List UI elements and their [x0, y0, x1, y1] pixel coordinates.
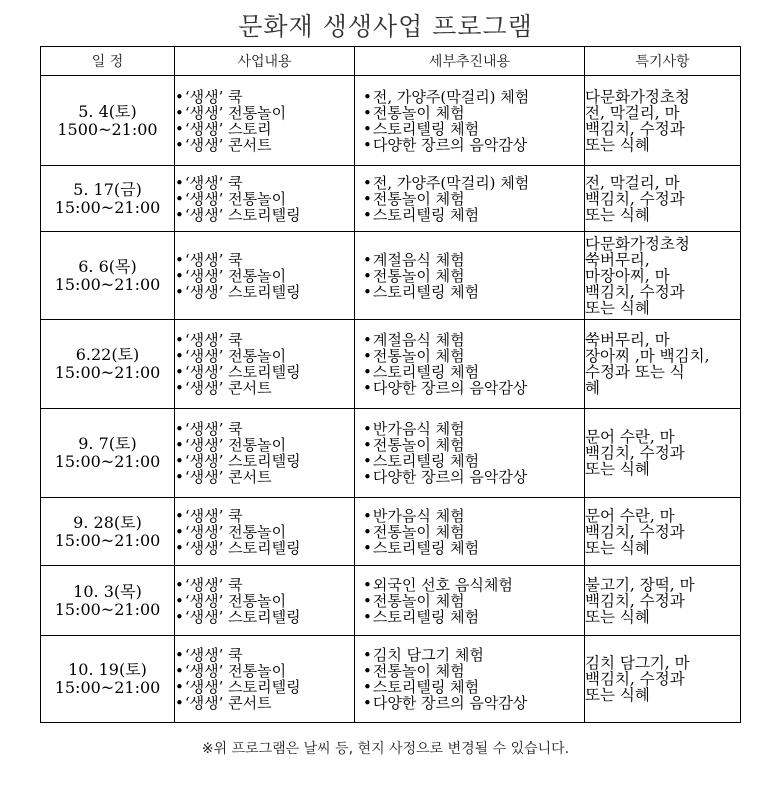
list-item: • 전통놀이 체험 — [363, 437, 584, 453]
list-item: • ‘생생’ 쿡 — [175, 647, 354, 663]
program-list — [175, 647, 354, 711]
schedule-date: 6.22(토) — [75, 345, 140, 364]
notes-line: 또는 식혜 — [585, 686, 650, 704]
list-item: • 다양한 장르의 음악감상 — [363, 695, 584, 711]
schedule-time: 15:00~21:00 — [54, 197, 161, 217]
schedule-cell — [41, 166, 175, 232]
list-item: • ‘생생’ 쿡 — [175, 421, 354, 437]
notes-line: 김치 담그기, 마 — [585, 654, 690, 672]
detail-list — [363, 89, 584, 153]
program-list — [175, 252, 354, 300]
list-item: • 김치 담그기 체험 — [363, 647, 584, 663]
list-item: • ‘생생’ 전통놀이 — [175, 268, 354, 284]
list-item: • ‘생생’ 쿡 — [175, 332, 354, 348]
detail-list — [363, 508, 584, 556]
list-item: • ‘생생’ 전통놀이 — [175, 348, 354, 364]
program-cell — [175, 232, 355, 320]
list-item: • ‘생생’ 쿡 — [175, 508, 354, 524]
schedule-time: 15:00~21:00 — [54, 274, 161, 294]
detail-list — [363, 421, 584, 485]
list-item: • 스토리텔링 체험 — [363, 540, 584, 556]
notes-line: 혜 — [585, 379, 600, 397]
schedule-cell — [41, 409, 175, 498]
header-notes: 특기사항 — [585, 47, 741, 76]
notes-line: 문어 수란, 마 — [585, 428, 675, 446]
notes-text — [585, 577, 740, 625]
list-item: • ‘생생’ 전통놀이 — [175, 663, 354, 679]
list-item: • ‘생생’ 콘서트 — [175, 695, 354, 711]
notes-line: 수정과 또는 식 — [585, 363, 685, 381]
program-list — [175, 332, 354, 396]
notes-cell — [585, 76, 741, 166]
list-item: • ‘생생’ 쿡 — [175, 252, 354, 268]
list-item: • ‘생생’ 전통놀이 — [175, 437, 354, 453]
notes-text — [585, 89, 740, 153]
list-item: • 스토리텔링 체험 — [363, 453, 584, 469]
notes-line: 불고기, 장떡, 마 — [585, 575, 695, 594]
list-item: • 전, 가양주(막걸리) 체험 — [363, 175, 584, 191]
program-list — [175, 421, 354, 485]
notes-line: 또는 식혜 — [585, 205, 650, 224]
table-row — [41, 166, 741, 232]
program-list — [175, 175, 354, 223]
program-list — [175, 577, 354, 625]
notes-cell — [585, 498, 741, 566]
list-item: • 다양한 장르의 음악감상 — [363, 469, 584, 485]
notes-line: 또는 식혜 — [585, 607, 650, 626]
table-row — [41, 76, 741, 166]
notes-text — [585, 429, 740, 477]
list-item: • 전통놀이 체험 — [363, 348, 584, 364]
schedule-date: 6. 6(목) — [78, 256, 137, 276]
notes-line: 또는 식혜 — [585, 538, 650, 557]
notes-line: 백김치, 수정과 — [585, 119, 685, 138]
list-item: • 전통놀이 체험 — [363, 593, 584, 609]
notes-cell — [585, 232, 741, 320]
notes-text — [585, 332, 740, 396]
notes-line: 백김치, 수정과 — [585, 189, 685, 208]
list-item: • ‘생생’ 쿡 — [175, 89, 354, 105]
list-item: • ‘생생’ 스토리텔링 — [175, 609, 354, 625]
notes-text — [585, 175, 740, 223]
list-item: • 전통놀이 체험 — [363, 524, 584, 540]
program-list — [175, 89, 354, 153]
list-item: • 스토리텔링 체험 — [363, 207, 584, 223]
notes-line: 마장아찌, 마 — [585, 266, 670, 285]
notes-line: 백김치, 수정과 — [585, 444, 685, 462]
program-cell — [175, 320, 355, 409]
schedule-date: 9. 28(토) — [73, 512, 142, 532]
program-cell — [175, 498, 355, 566]
list-item: • ‘생생’ 전통놀이 — [175, 191, 354, 207]
notes-text — [585, 236, 740, 316]
list-item: • 스토리텔링 체험 — [363, 121, 584, 137]
detail-cell — [355, 166, 585, 232]
schedule-date: 9. 7(토) — [78, 434, 137, 453]
list-item: • ‘생생’ 스토리텔링 — [175, 540, 354, 556]
table-row — [41, 566, 741, 636]
list-item: • 계절음식 체험 — [363, 252, 584, 268]
schedule-cell — [41, 320, 175, 409]
notes-line: 전, 막걸리, 마 — [585, 103, 680, 122]
list-item: • ‘생생’ 전통놀이 — [175, 524, 354, 540]
schedule-date: 10. 19(토) — [68, 660, 147, 679]
notes-line: 백김치, 수정과 — [585, 522, 685, 541]
header-detail: 세부추진내용 — [355, 47, 585, 76]
notes-text — [585, 655, 740, 703]
list-item: • 전통놀이 체험 — [363, 663, 584, 679]
table-row — [41, 636, 741, 723]
detail-cell — [355, 566, 585, 636]
notes-text — [585, 508, 740, 556]
table-row — [41, 498, 741, 566]
notes-line: 또는 식혜 — [585, 460, 650, 478]
program-cell — [175, 166, 355, 232]
list-item: • ‘생생’ 쿡 — [175, 577, 354, 593]
list-item: • 전, 가양주(막걸리) 체험 — [363, 89, 584, 105]
list-item: • 다양한 장르의 음악감상 — [363, 380, 584, 396]
detail-list — [363, 252, 584, 300]
header-program: 사업내용 — [175, 47, 355, 76]
notes-line: 다문화가정초청 — [585, 234, 690, 253]
list-item: • 다양한 장르의 음악감상 — [363, 137, 584, 153]
header-schedule: 일 정 — [41, 47, 175, 76]
notes-line: 백김치, 수정과 — [585, 591, 685, 610]
notes-line: 백김치, 수정과 — [585, 670, 685, 688]
notes-cell — [585, 320, 741, 409]
program-cell — [175, 636, 355, 723]
detail-cell — [355, 232, 585, 320]
list-item: • ‘생생’ 콘서트 — [175, 380, 354, 396]
detail-cell — [355, 409, 585, 498]
schedule-time: 15:00~21:00 — [54, 363, 161, 382]
program-list — [175, 508, 354, 556]
table-row — [41, 409, 741, 498]
list-item: • ‘생생’ 콘서트 — [175, 137, 354, 153]
notes-line: 전, 막걸리, 마 — [585, 173, 680, 192]
detail-cell — [355, 320, 585, 409]
list-item: • 스토리텔링 체험 — [363, 284, 584, 300]
schedule-time: 1500~21:00 — [57, 119, 158, 139]
detail-list — [363, 577, 584, 625]
list-item: • 반가음식 체험 — [363, 508, 584, 524]
schedule-cell — [41, 636, 175, 723]
schedule-cell — [41, 498, 175, 566]
footnote: ※위 프로그램은 날씨 등, 현지 사정으로 변경될 수 있습니다. — [201, 741, 570, 757]
notes-line: 문어 수란, 마 — [585, 506, 675, 525]
list-item: • 외국인 선호 음식체험 — [363, 577, 584, 593]
program-table — [40, 46, 741, 723]
schedule-cell — [41, 566, 175, 636]
list-item: • 계절음식 체험 — [363, 332, 584, 348]
schedule-cell — [41, 76, 175, 166]
list-item: • 반가음식 체험 — [363, 421, 584, 437]
table-row — [41, 232, 741, 320]
list-item: • ‘생생’ 스토리텔링 — [175, 364, 354, 380]
schedule-cell — [41, 232, 175, 320]
list-item: • ‘생생’ 스토리텔링 — [175, 284, 354, 300]
notes-cell — [585, 636, 741, 723]
notes-cell — [585, 409, 741, 498]
list-item: • 스토리텔링 체험 — [363, 679, 584, 695]
notes-line: 다문화가정초청 — [585, 87, 690, 106]
document-title: 문화재 생생사업 프로그램 — [238, 12, 533, 41]
detail-list — [363, 332, 584, 396]
list-item: • ‘생생’ 스토리텔링 — [175, 679, 354, 695]
table-header-row — [41, 47, 741, 76]
schedule-time: 15:00~21:00 — [54, 452, 161, 471]
detail-cell — [355, 498, 585, 566]
list-item: • ‘생생’ 전통놀이 — [175, 105, 354, 121]
list-item: • 스토리텔링 체험 — [363, 364, 584, 380]
schedule-date: 10. 3(목) — [73, 581, 142, 601]
schedule-time: 15:00~21:00 — [54, 530, 161, 550]
detail-cell — [355, 76, 585, 166]
schedule-time: 15:00~21:00 — [54, 678, 161, 697]
detail-cell — [355, 636, 585, 723]
program-cell — [175, 409, 355, 498]
detail-list — [363, 175, 584, 223]
list-item: • 전통놀이 체험 — [363, 191, 584, 207]
notes-cell — [585, 566, 741, 636]
notes-line: 또는 식혜 — [585, 298, 650, 317]
notes-line: 장아찌 ,마 백김치, — [585, 347, 710, 365]
schedule-time: 15:00~21:00 — [54, 599, 161, 619]
list-item: • ‘생생’ 전통놀이 — [175, 593, 354, 609]
list-item: • ‘생생’ 쿡 — [175, 175, 354, 191]
list-item: • ‘생생’ 스토리텔링 — [175, 207, 354, 223]
schedule-date: 5. 4(토) — [78, 101, 137, 121]
list-item: • 전통놀이 체험 — [363, 105, 584, 121]
program-cell — [175, 566, 355, 636]
notes-line: 쑥버무리, — [585, 250, 650, 269]
program-cell — [175, 76, 355, 166]
table-row — [41, 320, 741, 409]
list-item: • ‘생생’ 스토리텔링 — [175, 453, 354, 469]
list-item: • 전통놀이 체험 — [363, 268, 584, 284]
list-item: • ‘생생’ 콘서트 — [175, 469, 354, 485]
notes-cell — [585, 166, 741, 232]
notes-line: 쑥버무리, 마 — [585, 331, 670, 349]
list-item: • 스토리텔링 체험 — [363, 609, 584, 625]
notes-line: 백김치, 수정과 — [585, 282, 685, 301]
schedule-date: 5. 17(금) — [73, 179, 142, 199]
list-item: • ‘생생’ 스토리 — [175, 121, 354, 137]
notes-line: 또는 식혜 — [585, 135, 650, 154]
detail-list — [363, 647, 584, 711]
